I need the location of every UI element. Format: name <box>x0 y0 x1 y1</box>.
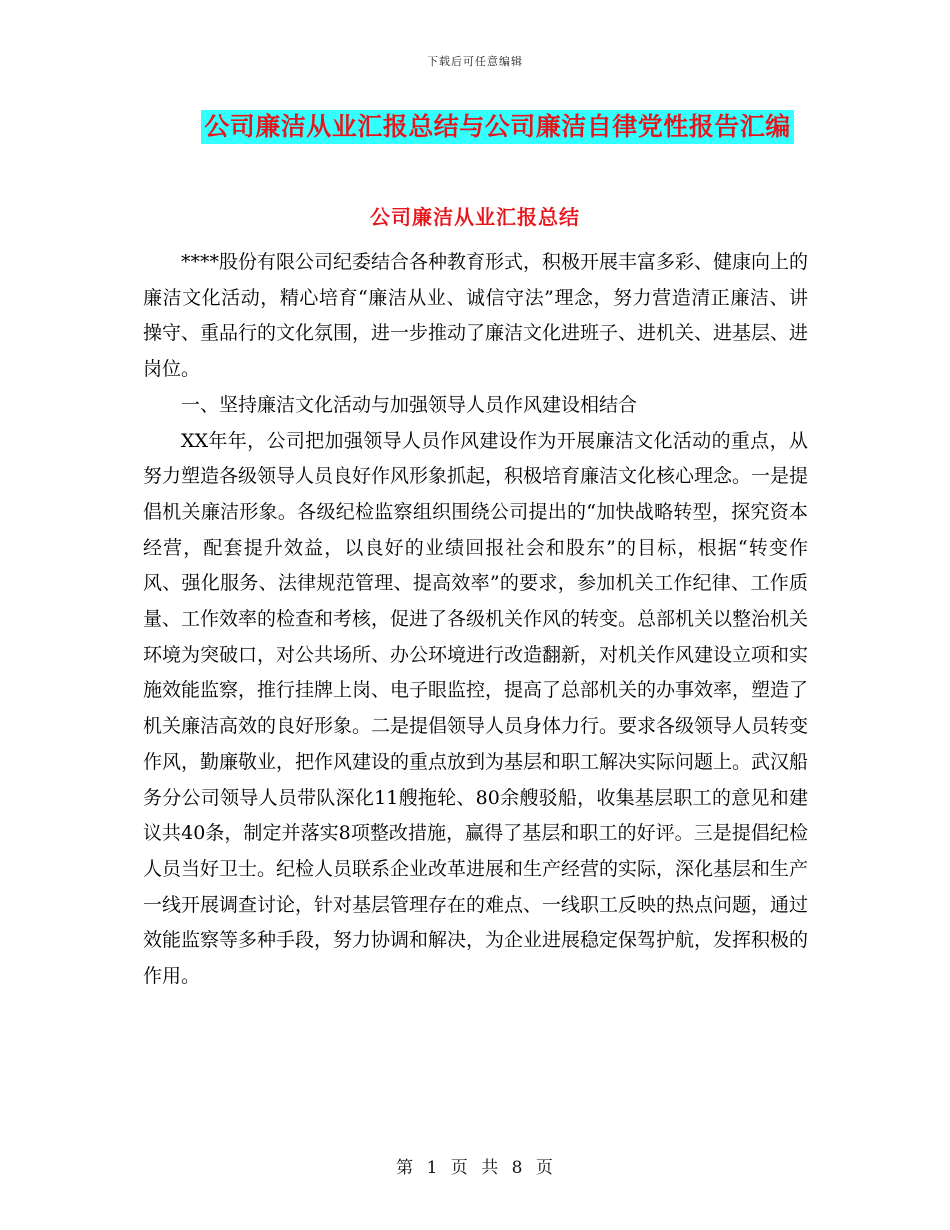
document-title-container <box>0 110 950 144</box>
page-number-footer: 第 1 页 共 8 页 <box>396 1158 554 1178</box>
page-header-note: 下载后可任意编辑 <box>427 55 523 68</box>
section-title: 公司廉洁从业汇报总结 <box>370 205 580 229</box>
body-paragraph-heading-1: 一、坚持廉洁文化活动与加强领导人员作风建设相结合 <box>181 393 638 416</box>
document-body <box>143 245 808 995</box>
body-paragraph-intro: ****股份有限公司纪委结合各种教育形式，积极开展丰富多彩、健康向上的廉洁文化活动，精心培育“廉洁从业、诚信守法”理念，努力营造清正廉洁、讲操守、重品行的文化氛围，进一步推动了廉洁文化进班子、进机关、进基层、进岗位。 <box>143 251 809 381</box>
document-title: 公司廉洁从业汇报总结与公司廉洁自律党性报告汇编 <box>201 110 794 144</box>
body-paragraph-main: XX年年，公司把加强领导人员作风建设作为开展廉洁文化活动的重点，从努力塑造各级领导人员良好作风形象抓起，积极培育廉洁文化核心理念。一是提倡机关廉洁形象。各级纪检监察组织围绕公司提出的“加快战略转型，探究资本经营，配套提升效益，以良好的业绩回报社会和股东”的目标，根据“转变作风、强化服务、法律规范管理、提高效率”的要求，参加机关工作纪律、工作质量、工作效率的检查和考核，促进了各级机关作风的转变。总部机关以整治机关环境为突破口，对公共场所、办公环境进行改造翻新，对机关作风建设立项和实施效能监察，推行挂牌上岗、电子眼监控，提高了总部机关的办事效率，塑造了机关廉洁高效的良好形象。二是提倡领导人员身体力行。要求各级领导人员转变作风，勤廉敬业，把作风建设的重点放到为基层和职工解决实际问题上。武汉船务分公司领导人员带队深化11艘拖轮、80余艘驳船，收集基层职工的意见和建议共40条，制定并落实8项整改措施，赢得了基层和职工的好评。三是提倡纪检人员当好卫士。纪检人员联系企业改革进展和生产经营的实际，深化基层和生产一线开展调查讨论，针对基层管理存在的难点、一线职工反映的热点问题，通过效能监察等多种手段，努力协调和解决，为企业进展稳定保驾护航，发挥积极的作用。 <box>143 429 809 988</box>
